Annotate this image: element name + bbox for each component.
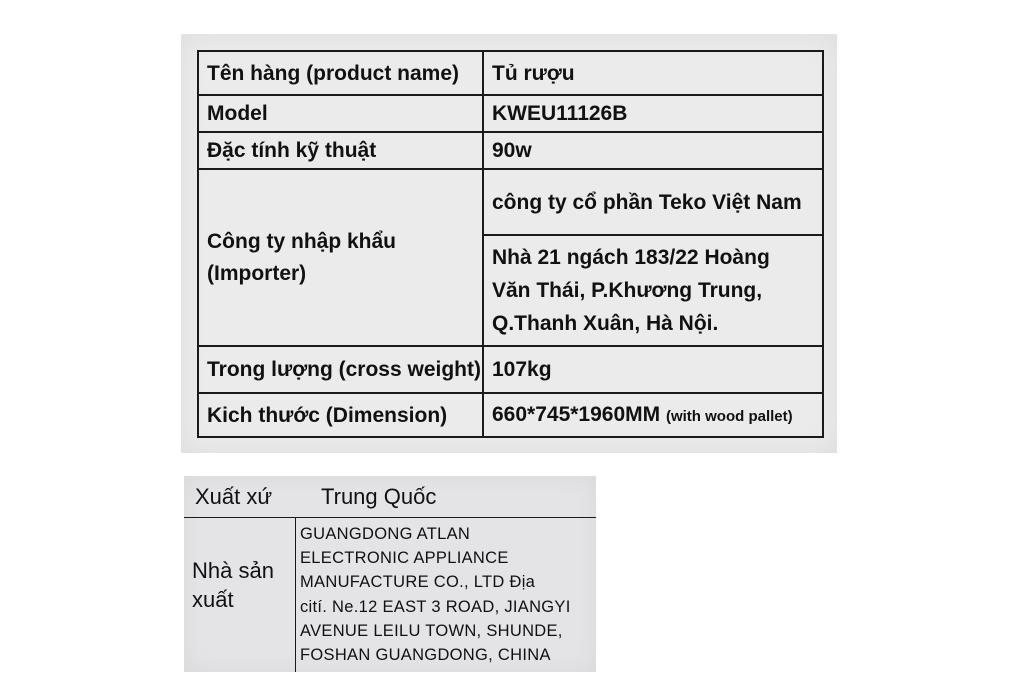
product-name-value: Tủ rượu [483, 51, 823, 95]
spec-row [198, 132, 823, 169]
spec-value: 90w [483, 132, 823, 169]
manufacturer-value: GUANGDONG ATLAN ELECTRONIC APPLIANCE MANUFACTURE CO., LTD Địa cití. Ne.12 EAST 3 ROAD, JIANGYI AVENUE LEILU TOWN, SHUNDE, FOSHAN GUANGDONG, CHINA [300, 525, 571, 665]
model-label: Model [198, 95, 483, 132]
divider [295, 518, 296, 672]
dimension-value: 660*745*1960MM [492, 402, 661, 426]
product-name-row [198, 51, 823, 95]
product-name-label: Tên hàng (product name) [198, 51, 483, 95]
importer-label: Công ty nhập khẩu (Importer) [198, 169, 483, 346]
manufacturer-label: Nhà sản xuất [192, 558, 274, 612]
spec-label-cell: Đặc tính kỹ thuật [198, 132, 483, 169]
origin-value: Trung Quốc [321, 484, 437, 509]
dimension-label: Kich thước (Dimension) [198, 393, 483, 437]
importer-address: Nhà 21 ngách 183/22 Hoàng Văn Thái, P.Khương Trung, Q.Thanh Xuân, Hà Nội. [483, 235, 823, 346]
dimension-cell [483, 393, 823, 437]
model-value: KWEU11126B [483, 95, 823, 132]
dimension-row [198, 393, 823, 437]
weight-label: Trong lượng (cross weight) [198, 346, 483, 393]
importer-row-1 [198, 169, 823, 235]
divider [184, 517, 596, 518]
weight-row [198, 346, 823, 393]
model-row [198, 95, 823, 132]
spec-label [181, 34, 837, 453]
spec-table [197, 50, 824, 438]
origin-label [184, 476, 596, 672]
weight-value: 107kg [483, 346, 823, 393]
importer-name: công ty cổ phần Teko Việt Nam [483, 169, 823, 235]
dimension-note: (with wood pallet) [665, 407, 793, 425]
origin-label-text: Xuất xứ [195, 484, 273, 509]
